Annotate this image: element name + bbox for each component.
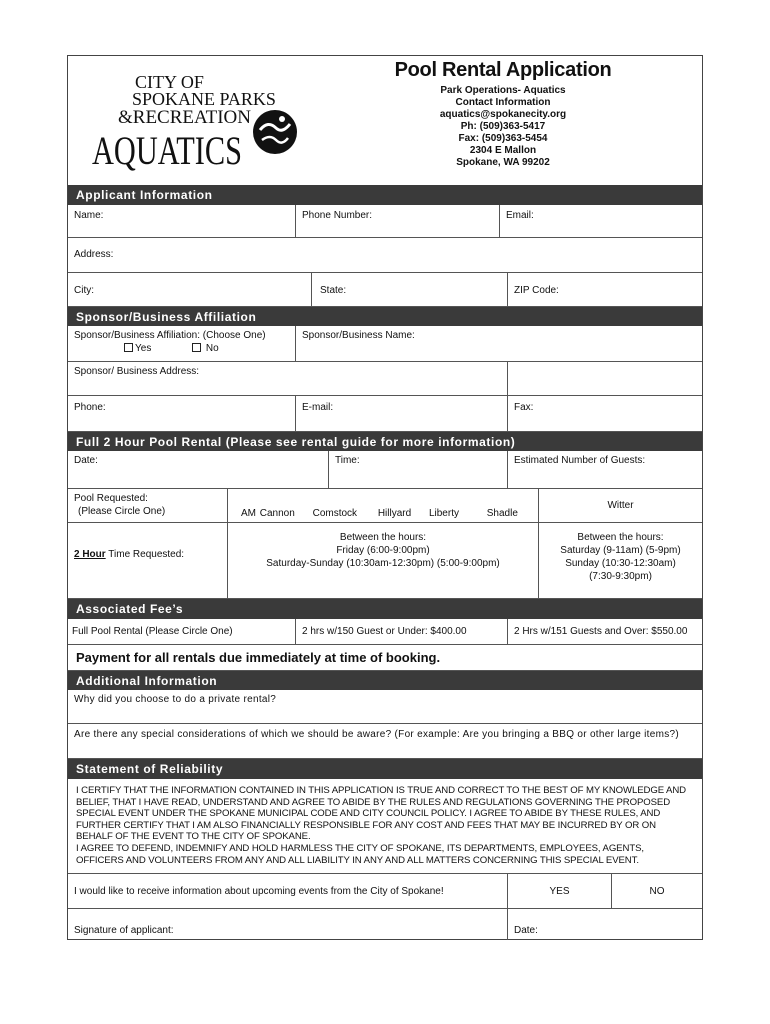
pool-option-shadle[interactable]: Shadle [486,508,518,519]
additional-section-header: Additional Information [68,671,702,690]
name-field[interactable]: Name: [68,205,296,238]
signature-date-field[interactable]: Date: [514,925,538,936]
rental-section-header: Full 2 Hour Pool Rental (Please see rental guide for more information) [68,432,702,451]
sponsor-email-field[interactable]: E-mail: [296,396,508,432]
reliability-paragraph-1: I CERTIFY THAT THE INFORMATION CONTAINED IN THIS APPLICATION IS TRUE AND CORRECT TO THE BEST OF MY KNOWLEDGE AND BELIEF, THAT I HAVE READ, UNDERSTAND AND AGREE TO ABIDE BY THE RULES AND REGULATIONS GOVERNING THE PROPOSED SPECIAL EVENT UNDER THE SPOKANE MUNICIPAL CODE AND CITY COUNCIL POLICY. I AGREE TO ABIDE BY THESE RULES, AND FURTHER CERTIFY THAT I AM ALSO FINANCIALLY RESPONSIBLE FOR ANY COST AND FEES THAT MAY BE INCURRED BY OR ON BEHALF OF THE EVENT TO THE CITY OF SPOKANE. [76,785,687,843]
contact-city: Spokane, WA 99202 [456,157,550,168]
fee-over-option[interactable]: 2 Hrs w/151 Guests and Over: $550.00 [508,619,702,645]
address-field[interactable]: Address: [68,238,702,273]
fee-under-option[interactable]: 2 hrs w/150 Guest or Under: $400.00 [296,619,508,645]
receive-no-option[interactable]: NO [612,874,702,909]
sponsor-name-field[interactable]: Sponsor/Business Name: [296,326,702,362]
phone-number-field[interactable]: Phone Number: [296,205,500,238]
contact-block [386,85,620,169]
applicant-section-header: Applicant Information [68,185,702,205]
sponsor-section-header: Sponsor/Business Affiliation [68,307,702,326]
affiliation-no[interactable]: No [192,343,219,354]
svg-text:CITY OF: CITY OF [135,72,204,92]
page-title: Pool Rental Application [394,59,612,81]
reliability-paragraph-2: I AGREE TO DEFEND, INDEMNIFY AND HOLD HARMLESS THE CITY OF SPOKANE, ITS DEPARTMENTS, EMPLOYEES, AGENTS, OFFICERS AND VOLUNTEERS FROM ANY AND ALL LIABILITY IN ANY AND ALL MATTERS CONCERNING THIS SPECIAL EVENT. [76,842,644,866]
pool-option-comstock[interactable]: Comstock [312,508,358,519]
reliability-section-header: Statement of Reliability [68,759,702,779]
email-field[interactable]: Email: [500,205,702,238]
dept: Park Operations- Aquatics [440,85,566,96]
pool-options [228,489,539,523]
sponsor-fax-field[interactable]: Fax: [508,396,702,432]
pool-option-witter[interactable]: Witter [539,489,702,523]
affiliation-field: Sponsor/Business Affiliation: (Choose One) Yes No [68,326,296,362]
witter-time-options[interactable]: Between the hours: Saturday (9-11am) (5-9pm) Sunday (10:30-12:30am) (7:30-9:30pm) [539,523,702,599]
svg-text:SPOKANE PARKS: SPOKANE PARKS [132,89,276,109]
special-considerations-field[interactable]: Are there any special considerations of which we should be aware? (For example: Are you bringing a BBQ or other large items?) [68,724,702,759]
rental-time-field[interactable]: Time: [329,451,508,489]
receive-yes-option[interactable]: YES [508,874,612,909]
contact-phone: Ph: (509)363-5417 [460,121,546,132]
form-header [68,56,702,185]
aquatics-logo [90,72,300,172]
full-rental-label: Full Pool Rental (Please Circle One) [68,619,296,645]
city-field[interactable]: City: [68,273,312,307]
yes-checkbox[interactable] [124,343,133,352]
payment-notice: Payment for all rentals due immediately at time of booking. [68,645,702,671]
receive-info-label: I would like to receive information about upcoming events from the City of Spokane! [68,874,508,909]
sponsor-address-field[interactable]: Sponsor/ Business Address: [68,362,508,396]
pool-option-hillyard[interactable]: Hillyard [377,508,412,519]
state-field[interactable]: State: [312,273,508,307]
no-checkbox[interactable] [192,343,201,352]
rental-date-field[interactable]: Date: [68,451,329,489]
fees-section-header: Associated Fee’s [68,599,702,619]
pool-rental-form [67,55,703,940]
reliability-statement [68,779,702,874]
guests-field[interactable]: Estimated Number of Guests: [508,451,702,489]
contact-email: aquatics@spokanecity.org [439,109,567,120]
pool-requested-label: Pool Requested: (Please Circle One) [68,489,228,523]
svg-text:&RECREATION: &RECREATION [118,107,251,128]
contact-fax: Fax: (509)363-5454 [458,133,548,144]
signature-field[interactable]: Signature of applicant: [68,909,508,940]
svg-text:AQUATICS: AQUATICS [92,128,242,172]
sponsor-address-extra[interactable] [508,362,702,396]
pool-option-am-cannon[interactable]: AM Cannon [241,508,295,519]
why-rental-field[interactable]: Why did you choose to do a private rental? [68,690,702,724]
time-options[interactable]: Between the hours: Friday (6:00-9:00pm) Saturday-Sunday (10:30am-12:30pm) (5:00-9:00pm) [228,523,539,599]
contact-street: 2304 E Mallon [469,145,537,156]
time-requested-label: 2 Hour Time Requested: [68,523,228,599]
sponsor-phone-field[interactable]: Phone: [68,396,296,432]
affiliation-yes[interactable]: Yes [124,343,151,354]
contact-label: Contact Information [455,97,551,108]
zip-field[interactable]: ZIP Code: [508,273,702,307]
pool-option-liberty[interactable]: Liberty [428,508,459,519]
